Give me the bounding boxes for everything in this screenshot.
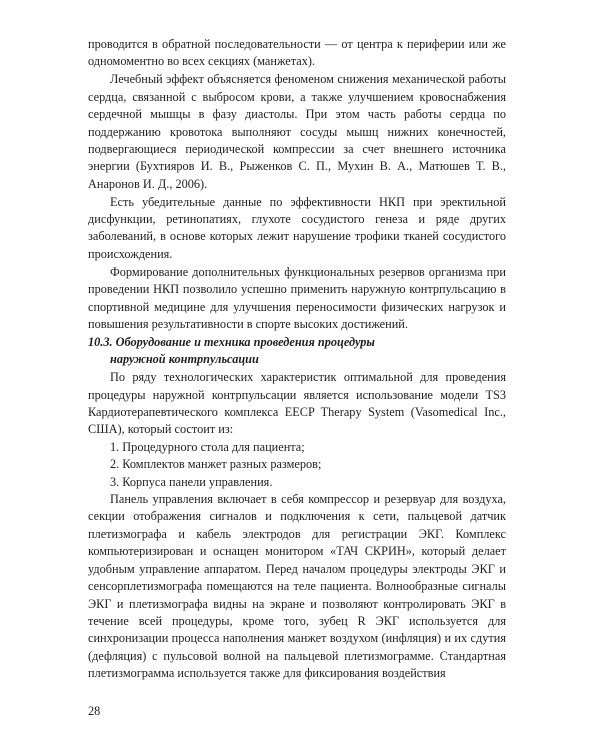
paragraph-equipment-model: По ряду технологических характеристик оптимальной для проведения процедуры наружной контрпульсации является использование модели TS3 Кардиотерапевтического комплекса EECP Therapy System (Vasomedical Inc., США), который состоит из: <box>88 370 506 437</box>
paragraph-sports-medicine: Формирование дополнительных функциональных резервов организма при проведении НКП позволило успешно применить наружную контрпульсацию в спортивной медицине для улучшения переносимости физических нагрузок и повышения результативности в спорте высоких достижений. <box>88 264 506 331</box>
components-list <box>88 439 506 491</box>
list-item: 1. Процедурного стола для пациента; <box>110 439 305 454</box>
list-item: 3. Корпуса панели управления. <box>110 474 273 489</box>
page-body <box>88 36 506 683</box>
list-item: 2. Комплектов манжет разных размеров; <box>110 457 322 472</box>
paragraph-evidence: Есть убедительные данные по эффективности НКП при эректильной дисфункции, ретинопатиях, глухоте сосудистого генеза и ряде других заболеваний, в основе которых лежит нарушение трофики тканей сосудистого происхождения. <box>88 194 506 261</box>
paragraph-continued: проводится в обратной последовательности — от центра к периферии или же одномоментно во всех секциях (манжетах). <box>88 37 506 69</box>
section-heading <box>88 334 506 369</box>
paragraph-control-panel: Панель управления включает в себя компрессор и резервуар для воздуха, секции отображения сигналов и подключения к сети, пальцевой датчик плетизмографа и кабель электродов для регистрации ЭКГ. Комплекс компьютеризирован и оснащен монитором «ТАЧ СКРИН», который делает удобным управление аппаратом. Перед началом процедуры электроды ЭКГ и сенсорплетизмографа помещаются на теле пациента. Волнообразные сигналы ЭКГ и плетизмографа видны на экране и позволяют контролировать ЭКГ в течение всей процедуры, кроме того, зубец R ЭКГ используется для синхронизации процесса наполнения манжет воздухом (инфляция) и их сдутия (дефляция) с пульсовой волной на пальцевой плетизмограмме. Стандартная плетизмограмма используется также для фиксирования воздействия <box>88 492 506 681</box>
paragraph-therapeutic-effect: Лечебный эффект объясняется феноменом снижения механической работы сердца, связанной с выбросом крови, а также улучшением кровоснабжения сердечной мышцы в фазу диастолы. При этом часть работы сердца по поддержанию кровотока выполняют сосуды мышц нижних конечностей, подвергающиеся периодической компрессии за счет внешнего источника энергии (Бухтияров И. В., Рыженков С. П., Мухин В. А., Матюшев Т. В., Анаронов И. Д., 2006). <box>88 72 506 191</box>
section-heading-line-2: наружной контрпульсации <box>110 352 259 367</box>
section-heading-line-1: 10.3. Оборудование и техника проведения процедуры <box>88 334 375 349</box>
page-number: 28 <box>88 704 101 718</box>
